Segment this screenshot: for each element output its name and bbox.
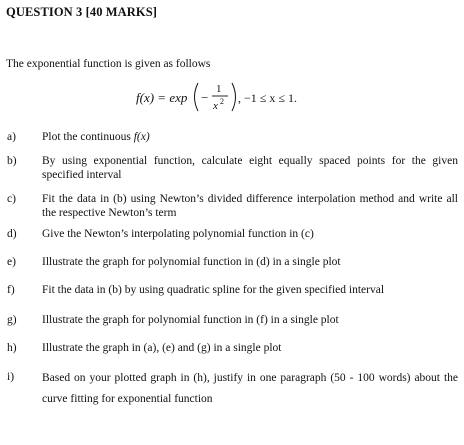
formula-right-paren: [232, 83, 236, 111]
item-text: Fit the data in (b) by using quadratic spline for the given specified interval: [42, 284, 385, 296]
item-text: Illustrate the graph in (a), (e) and (g) in a single plot: [42, 342, 282, 354]
item-letter: h): [7, 342, 17, 354]
question-heading: QUESTION 3 [40 MARKS]: [6, 5, 158, 19]
item-letter: g): [7, 314, 17, 326]
formula-minus-sign: −: [201, 90, 209, 105]
function-symbol: f(x): [133, 131, 150, 143]
item-letter: i): [7, 371, 15, 383]
formula-denominator: x: [213, 100, 218, 112]
formula-left-paren: [195, 83, 199, 111]
formula-exponent: 2: [220, 97, 224, 106]
intro-text: The exponential function is given as follows: [6, 58, 211, 70]
formula-domain: , −1 ≤ x ≤ 1.: [238, 91, 297, 105]
item-text: By using exponential function, calculate eight equally spaced points for the given specified interval: [42, 155, 458, 181]
exponential-formula: [136, 79, 336, 115]
item-letter: b): [7, 155, 17, 167]
item-letter: d): [7, 228, 17, 240]
item-letter: f): [7, 284, 15, 296]
item-text: Based on your plotted graph in (h), justify in one paragraph (50 - 100 words) about the curve fitting for exponential function: [42, 372, 458, 405]
item-letter: a): [7, 131, 16, 143]
item-text: Fit the data in (b) using Newton’s divided difference interpolation method and write all the respective Newton’s term: [42, 193, 458, 219]
item-text: Illustrate the graph for polynomial function in (d) in a single plot: [42, 256, 341, 268]
item-text: Illustrate the graph for polynomial function in (f) in a single plot: [42, 314, 339, 326]
item-letter: c): [7, 193, 16, 205]
formula-numerator: 1: [216, 83, 222, 95]
item-text: Give the Newton’s interpolating polynomial function in (c): [42, 228, 314, 240]
formula-lhs: f(x) = exp: [136, 90, 188, 105]
item-letter: e): [7, 256, 16, 268]
item-text: Plot the continuous f(x): [42, 131, 150, 143]
